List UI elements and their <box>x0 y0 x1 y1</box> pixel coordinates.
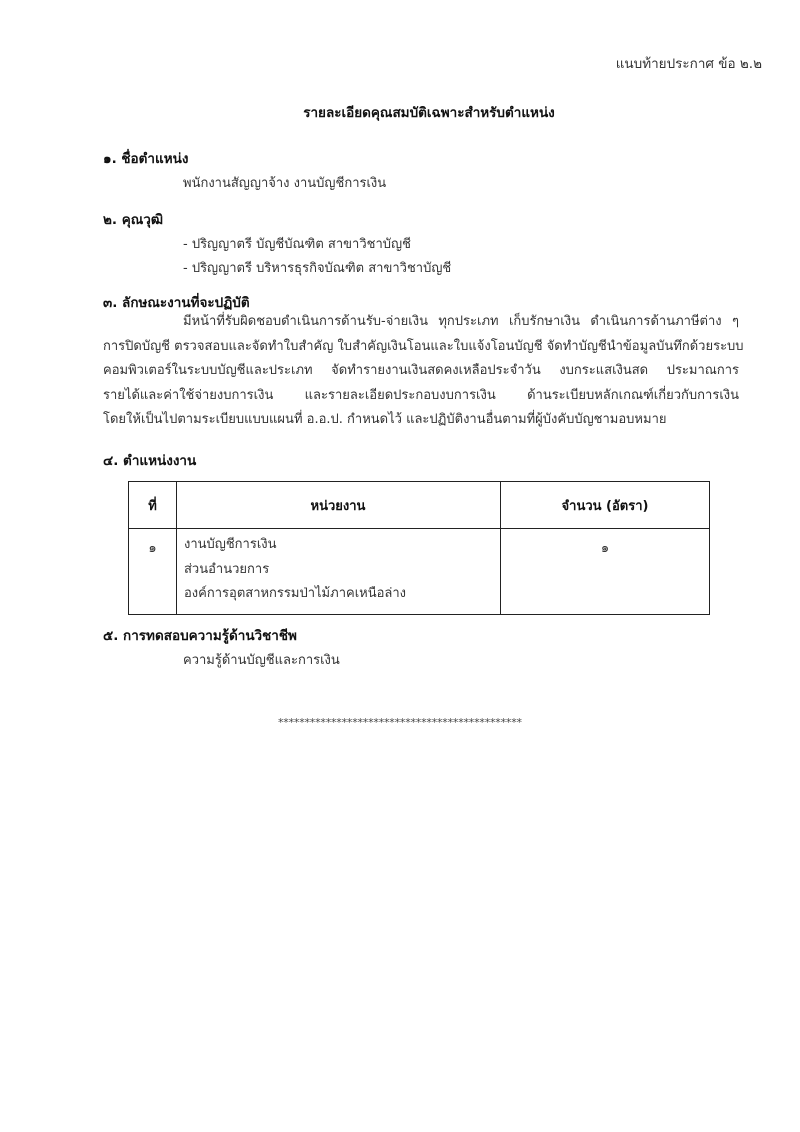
qualification-item: - ปริญญาตรี บริหารธุรกิจบัณฑิต สาขาวิชาบัญชี <box>183 261 452 276</box>
row-number: ๑ <box>129 529 177 615</box>
table-row <box>129 529 710 615</box>
end-of-document-marker: ********************************************** <box>278 716 522 729</box>
section-position-name-heading: ๑. ชื่อตำแหน่ง <box>103 151 189 167</box>
section-exam-heading: ๕. การทดสอบความรู้ด้านวิชาชีพ <box>103 628 297 644</box>
row-count: ๑ <box>501 529 710 615</box>
row-unit <box>177 529 501 615</box>
annex-reference: แนบท้ายประกาศ ข้อ ๒.๒ <box>615 56 762 72</box>
unit-line: องค์การอุตสาหกรรมป่าไม้ภาคเหนือล่าง <box>184 586 407 601</box>
column-header-unit: หน่วยงาน <box>177 482 501 529</box>
qualification-item: - ปริญญาตรี บัญชีบัณฑิต สาขาวิชาบัญชี <box>183 237 411 252</box>
job-description-line: รายได้และค่าใช้จ่ายงบการเงิน และรายละเอียดประกอบงบการเงิน ด้านระเบียบหลักเกณฑ์เกี่ยวกับการเงิน <box>103 387 739 403</box>
work-units-table <box>128 481 710 615</box>
section-qualifications-heading: ๒. คุณวุฒิ <box>103 212 164 228</box>
exam-value: ความรู้ด้านบัญชีและการเงิน <box>183 653 340 668</box>
job-description-line: มีหน้าที่รับผิดชอบดำเนินการด้านรับ-จ่ายเงิน ทุกประเภท เก็บรักษาเงิน ดำเนินการด้านภาษีต่าง ๆ <box>183 314 739 329</box>
section-job-description-heading: ๓. ลักษณะงานที่จะปฏิบัติ <box>103 295 250 311</box>
column-header-no: ที่ <box>129 482 177 529</box>
job-description-paragraph <box>103 310 744 433</box>
column-header-count: จำนวน (อัตรา) <box>501 482 710 529</box>
table-header-row <box>129 482 710 529</box>
job-description-line: คอมพิวเตอร์ในระบบบัญชีและประเภท จัดทำรายงานเงินสดคงเหลือประจำวัน งบกระแสเงินสด ประมาณการ <box>103 363 739 378</box>
unit-line: ส่วนอำนวยการ <box>184 561 270 577</box>
document-title: รายละเอียดคุณสมบัติเฉพาะสำหรับตำแหน่ง <box>303 105 555 121</box>
job-description-line: โดยให้เป็นไปตามระเบียบแบบแผนที่ อ.อ.ป. กำหนดไว้ และปฏิบัติงานอื่นตามที่ผู้บังคับบัญชามอบหมาย <box>103 412 667 427</box>
position-name-value: พนักงานสัญญาจ้าง งานบัญชีการเงิน <box>183 176 387 191</box>
section-work-units-heading: ๔. ตำแหน่งงาน <box>103 453 197 469</box>
unit-line: งานบัญชีการเงิน <box>184 537 277 552</box>
job-description-line: การปิดบัญชี ตรวจสอบและจัดทำใบสำคัญ ใบสำคัญเงินโอนและใบแจ้งโอนบัญชี จัดทำบัญชีนำข้อมูลบันทึกด้วยระบบ <box>103 338 744 354</box>
